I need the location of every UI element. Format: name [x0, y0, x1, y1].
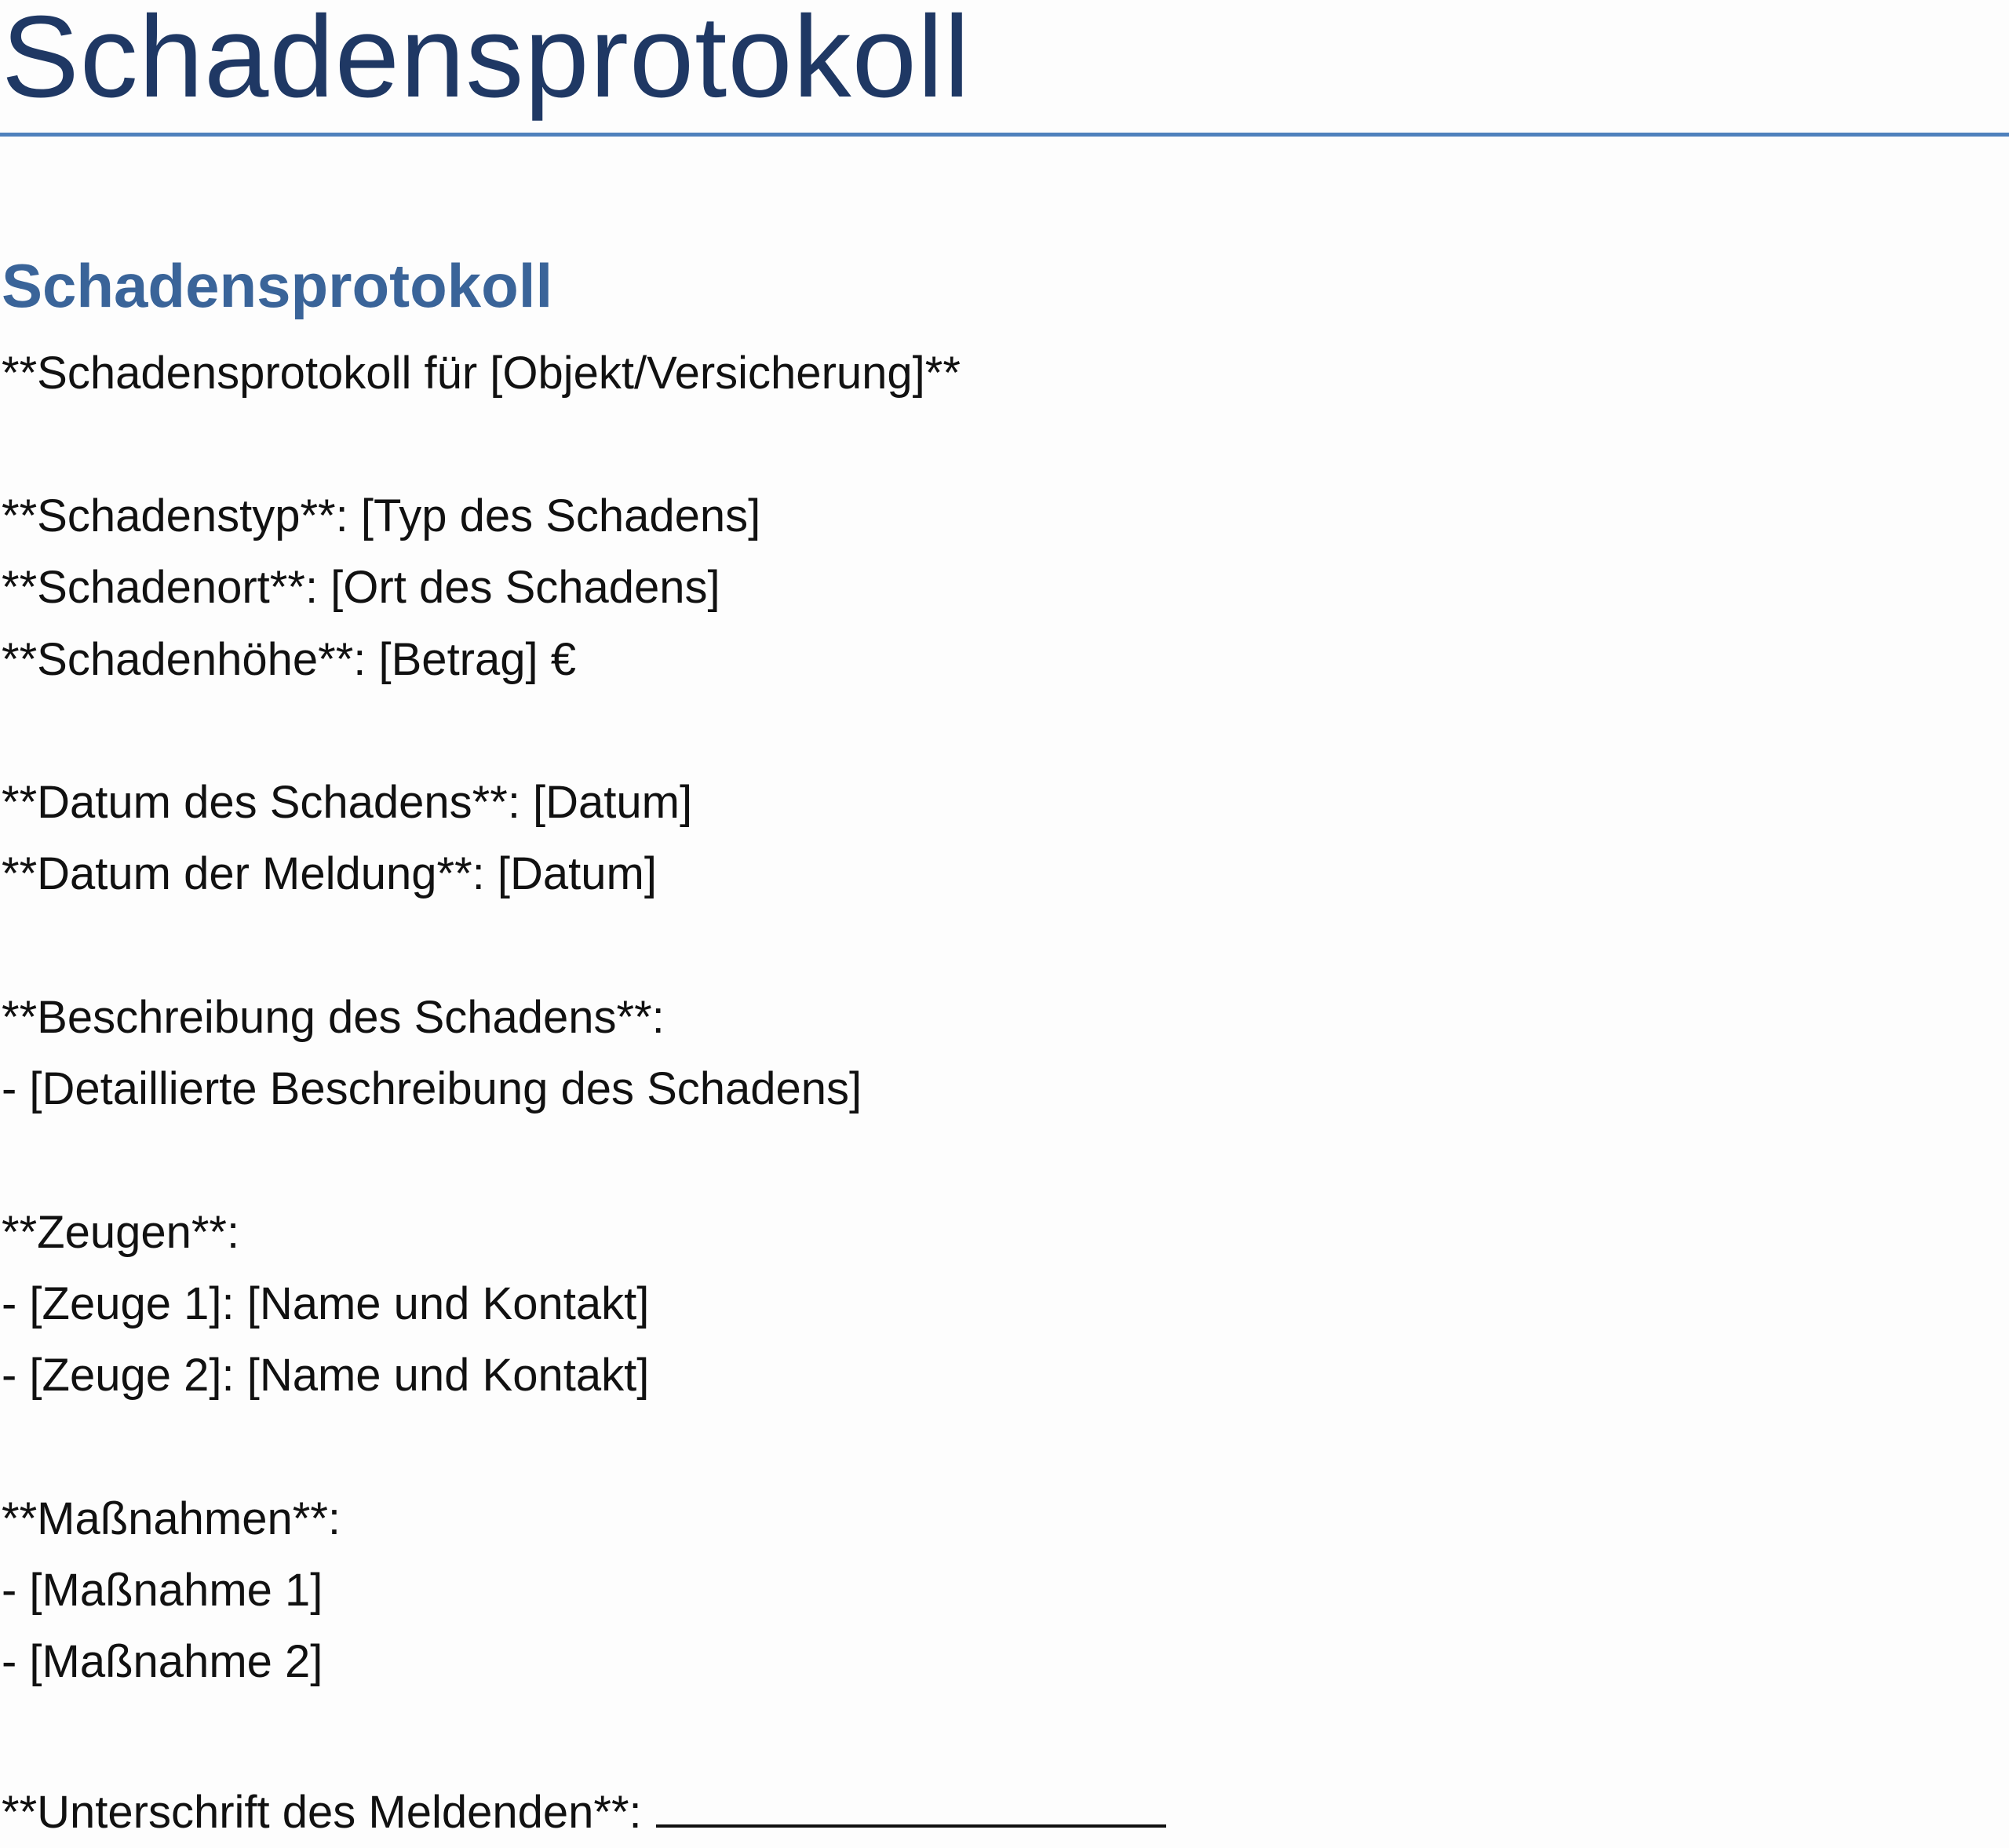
document-title: Schadensprotokoll — [2, 0, 971, 122]
schadenstyp-line: **Schadenstyp**: [Typ des Schadens] — [2, 490, 761, 541]
title-divider — [0, 133, 2009, 137]
massnahme-2-item: - [Maßnahme 2] — [2, 1636, 323, 1687]
zeugen-label: **Zeugen**: — [2, 1207, 240, 1258]
beschreibung-label: **Beschreibung des Schadens**: — [2, 992, 665, 1043]
beschreibung-item: - [Detaillierte Beschreibung des Schadens] — [2, 1063, 862, 1114]
datum-meldung-line: **Datum der Meldung**: [Datum] — [2, 848, 657, 899]
datum-schaden-line: **Datum des Schadens**: [Datum] — [2, 777, 693, 828]
schadenhoehe-line: **Schadenhöhe**: [Betrag] € — [2, 634, 576, 685]
massnahmen-label: **Maßnahmen**: — [2, 1493, 341, 1544]
signature-label: **Unterschrift des Meldenden**: — [2, 1787, 654, 1838]
massnahme-1-item: - [Maßnahme 1] — [2, 1565, 323, 1616]
zeuge-2-item: - [Zeuge 2]: [Name und Kontakt] — [2, 1350, 650, 1401]
section-heading: Schadensprotokoll — [2, 251, 553, 320]
signature-blank — [656, 1770, 1166, 1828]
zeuge-1-item: - [Zeuge 1]: [Name und Kontakt] — [2, 1278, 650, 1329]
intro-line: **Schadensprotokoll für [Objekt/Versicherung]** — [2, 348, 961, 399]
signature-line — [2, 1770, 1166, 1841]
schadenort-line: **Schadenort**: [Ort des Schadens] — [2, 562, 720, 613]
